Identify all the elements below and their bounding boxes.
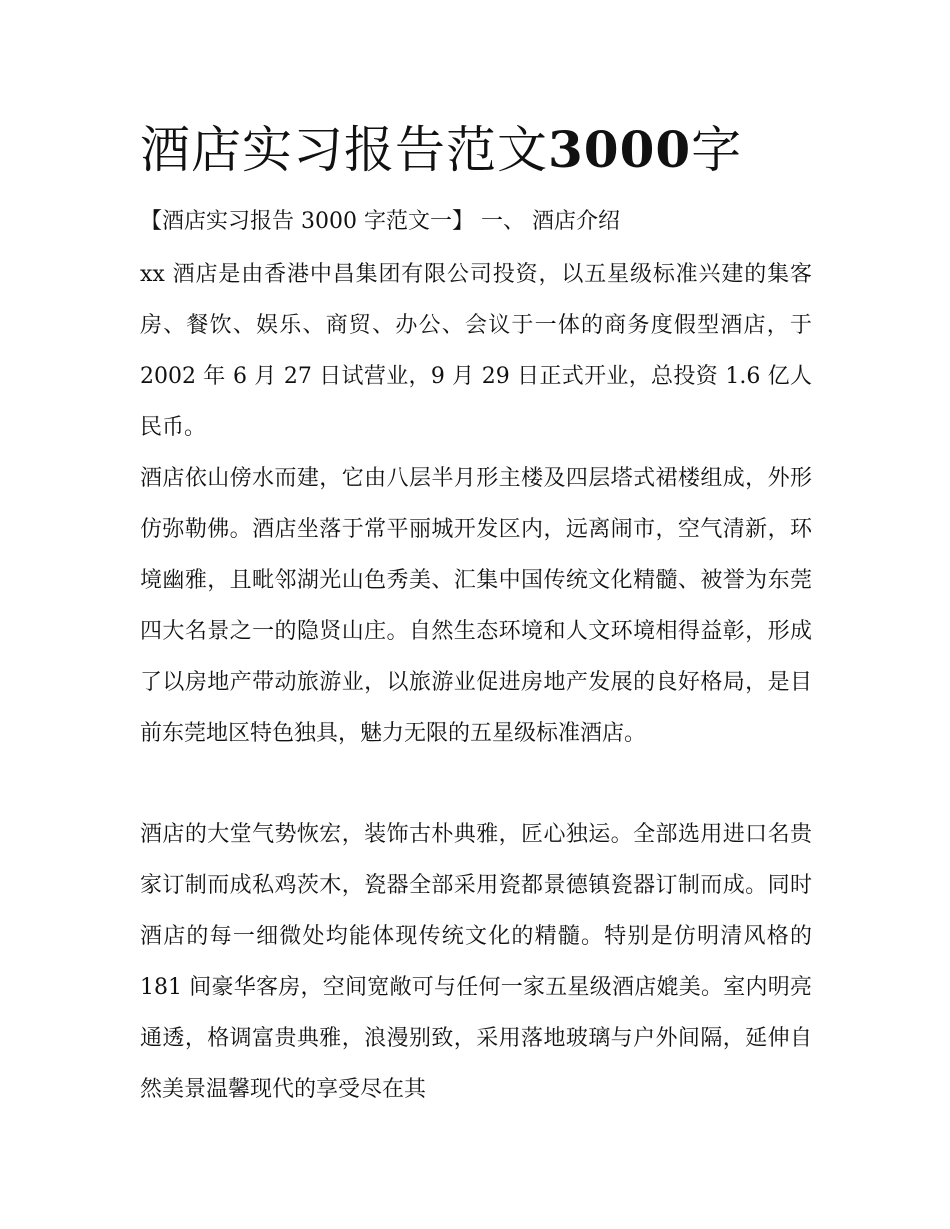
paragraph-intro: xx 酒店是由香港中昌集团有限公司投资，以五星级标准兴建的集客房、餐饮、娱乐、商贸、办公、会议于一体的商务度假型酒店，于 2002 年 6 月 27 日试营业，9 月 29 日正式开业，总投资 1.6 亿人民币。 [140,262,812,440]
title-number: 3000 [548,120,692,179]
title-suffix: 字 [691,121,743,179]
paragraph-location: 酒店依山傍水而建，它由八层半月形主楼及四层塔式裙楼组成，外形仿弥勒佛。酒店坐落于常平丽城开发区内，远离闹市，空气清新，环境幽雅，且毗邻湖光山色秀美、汇集中国传统文化精髓、被誉为东莞四大名景之一的隐贤山庄。自然生态环境和人文环境相得益彰，形成了以房地产带动旅游业，以旅游业促进房地产发展的良好格局，是目前东莞地区特色独具，魅力无限的五星级标准酒店。 [140,466,812,746]
page-title [140,118,840,182]
section-heading: 【酒店实习报告 3000 字范文一】 一、 酒店介绍 [140,209,620,234]
paragraph-lobby: 酒店的大堂气势恢宏，装饰古朴典雅，匠心独运。全部选用进口名贵家订制而成私鸡茨木，瓷器全部采用瓷都景德镇瓷器订制而成。同时酒店的每一细微处均能体现传统文化的精髓。特别是仿明清风格的 181 间豪华客房，空间宽敞可与任何一家五星级酒店媲美。室内明亮通透，格调富贵典雅，浪漫别致，采用落地玻璃与户外间隔，延伸自然美景温馨现代的享受尽在其 [140,822,812,1102]
title-prefix: 酒店实习报告范文 [140,121,548,179]
